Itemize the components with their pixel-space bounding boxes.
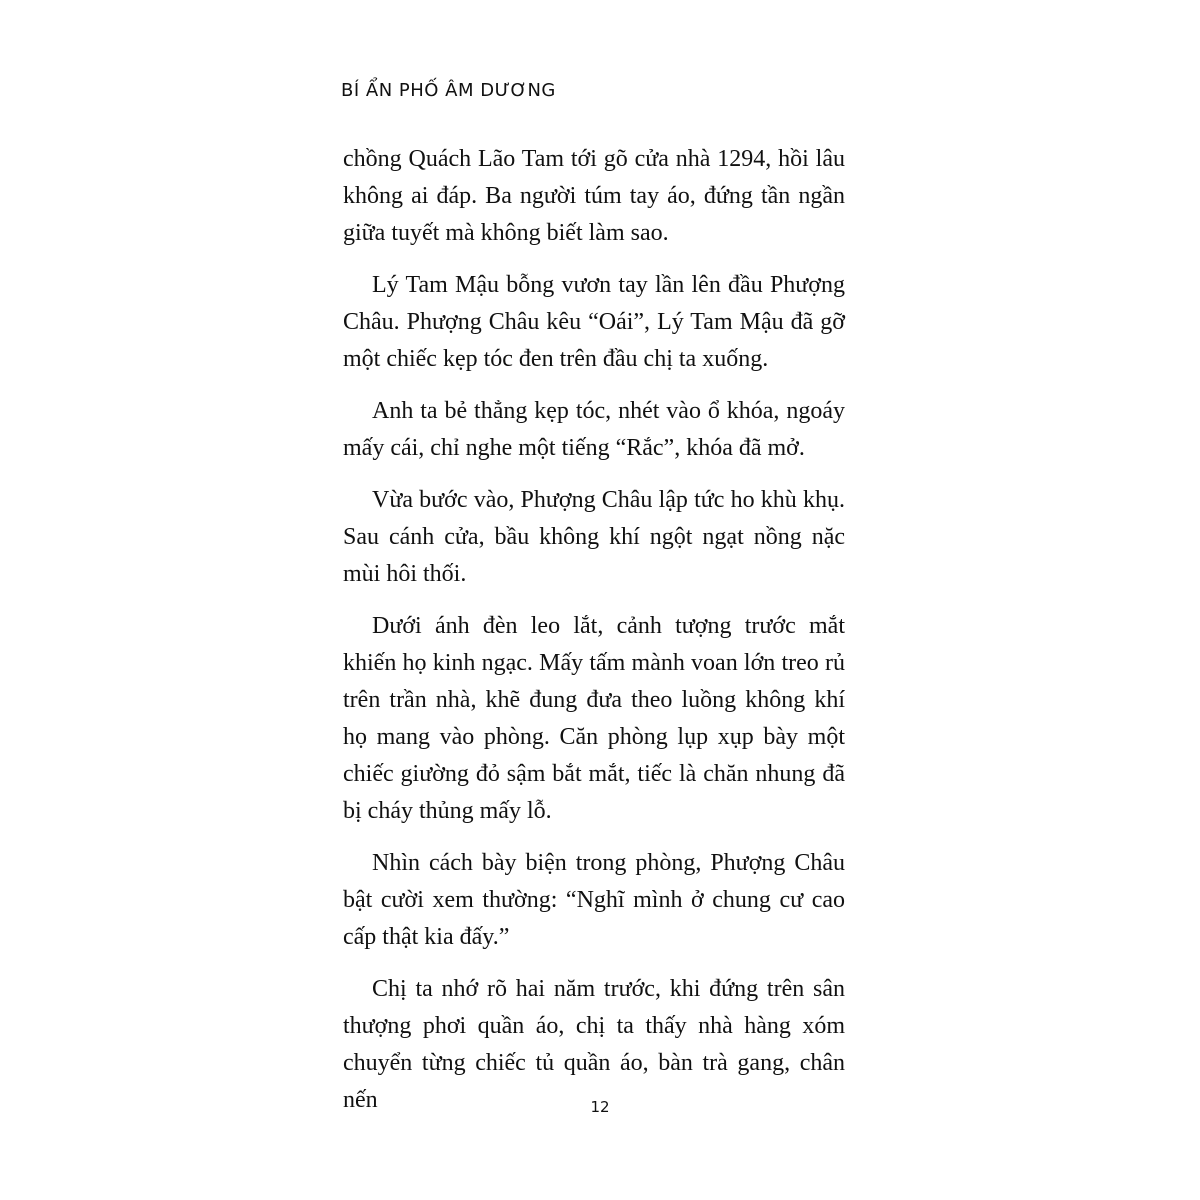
paragraph: Dưới ánh đèn leo lắt, cảnh tượng trước mắt khiến họ kinh ngạc. Mấy tấm mành voan lớn treo rủ trên trần nhà, khẽ đung đưa theo luồng không khí họ mang vào phòng. Căn phòng lụp xụp bày một chiếc giường đỏ sậm bắt mắt, tiếc là chăn nhung đã bị cháy thủng mấy lỗ. — [343, 613, 845, 824]
running-header: BÍ ẨN PHỐ ÂM DƯƠNG — [341, 80, 556, 101]
paragraph: chồng Quách Lão Tam tới gõ cửa nhà 1294, hồi lâu không ai đáp. Ba người túm tay áo, đứng tần ngần giữa tuyết mà không biết làm sao. — [343, 146, 845, 246]
paragraph: Anh ta bẻ thẳng kẹp tóc, nhét vào ổ khóa, ngoáy mấy cái, chỉ nghe một tiếng “Rắc”, khóa đã mở. — [343, 398, 845, 461]
body-text — [343, 141, 845, 1134]
paragraph: Vừa bước vào, Phượng Châu lập tức ho khù khụ. Sau cánh cửa, bầu không khí ngột ngạt nồng nặc mùi hôi thối. — [343, 487, 845, 587]
paragraph: Nhìn cách bày biện trong phòng, Phượng Châu bật cười xem thường: “Nghĩ mình ở chung cư cao cấp thật kia đấy.” — [343, 850, 845, 950]
paragraph: Lý Tam Mậu bỗng vươn tay lần lên đầu Phượng Châu. Phượng Châu kêu “Oái”, Lý Tam Mậu đã gỡ một chiếc kẹp tóc đen trên đầu chị ta xuống. — [343, 272, 845, 372]
page-number: 12 — [590, 1098, 610, 1116]
paragraph: Chị ta nhớ rõ hai năm trước, khi đứng trên sân thượng phơi quần áo, chị ta thấy nhà hàng xóm chuyển từng chiếc tủ quần áo, bàn trà gang, chân nến — [343, 976, 845, 1113]
